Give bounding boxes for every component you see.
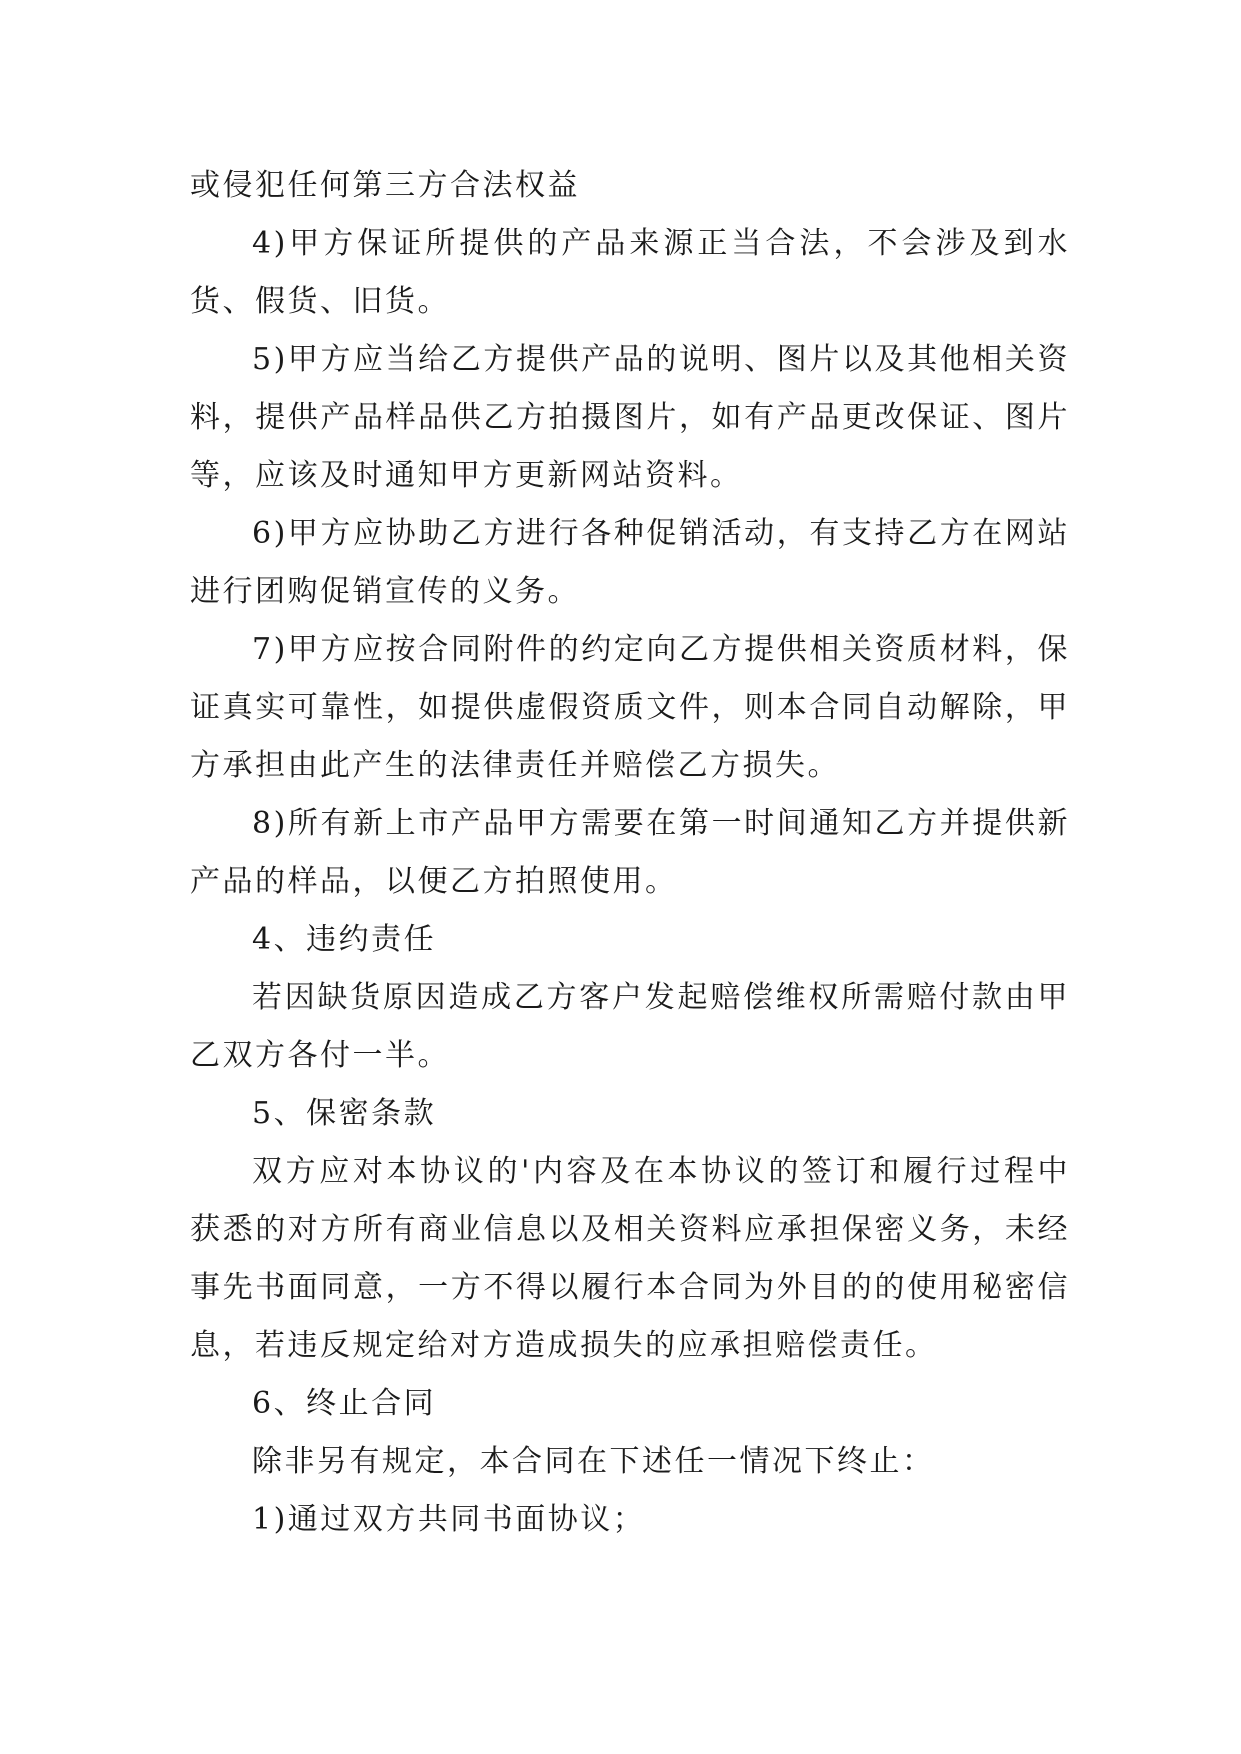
termination-intro: 除非另有规定，本合同在下述任一情况下终止：	[252, 1444, 935, 1479]
document-page	[190, 157, 1070, 1549]
section-heading-breach: 4、违约责任	[252, 922, 437, 957]
section-heading-termination: 6、终止合同	[252, 1386, 437, 1421]
section-heading-confidentiality: 5、保密条款	[252, 1096, 437, 1131]
confidentiality-paragraph: 双方应对本协议的'内容及在本协议的签订和履行过程中获悉的对方所有商业信息以及相关资料应承担保密义务，未经事先书面同意，一方不得以履行本合同为外目的的使用秘密信息，若违反规定给对方造成损失的应承担赔偿责任。	[190, 1154, 1070, 1363]
clause-6-promotion: 6)甲方应协助乙方进行各种促销活动，有支持乙方在网站进行团购促销宣传的义务。	[190, 516, 1070, 609]
clause-4-product-source: 4)甲方保证所提供的产品来源正当合法，不会涉及到水货、假货、旧货。	[190, 226, 1070, 319]
termination-item-1: 1)通过双方共同书面协议；	[252, 1502, 646, 1537]
breach-paragraph: 若因缺货原因造成乙方客户发起赔偿维权所需赔付款由甲乙双方各付一半。	[190, 980, 1070, 1073]
paragraph-continuation: 或侵犯任何第三方合法权益	[190, 168, 580, 203]
clause-7-qualification: 7)甲方应按合同附件的约定向乙方提供相关资质材料，保证真实可靠性，如提供虚假资质文件，则本合同自动解除，甲方承担由此产生的法律责任并赔偿乙方损失。	[190, 632, 1070, 783]
clause-8-new-products: 8)所有新上市产品甲方需要在第一时间通知乙方并提供新产品的样品，以便乙方拍照使用。	[190, 806, 1070, 899]
clause-5-product-materials: 5)甲方应当给乙方提供产品的说明、图片以及其他相关资料，提供产品样品供乙方拍摄图片，如有产品更改保证、图片等，应该及时通知甲方更新网站资料。	[190, 342, 1070, 493]
